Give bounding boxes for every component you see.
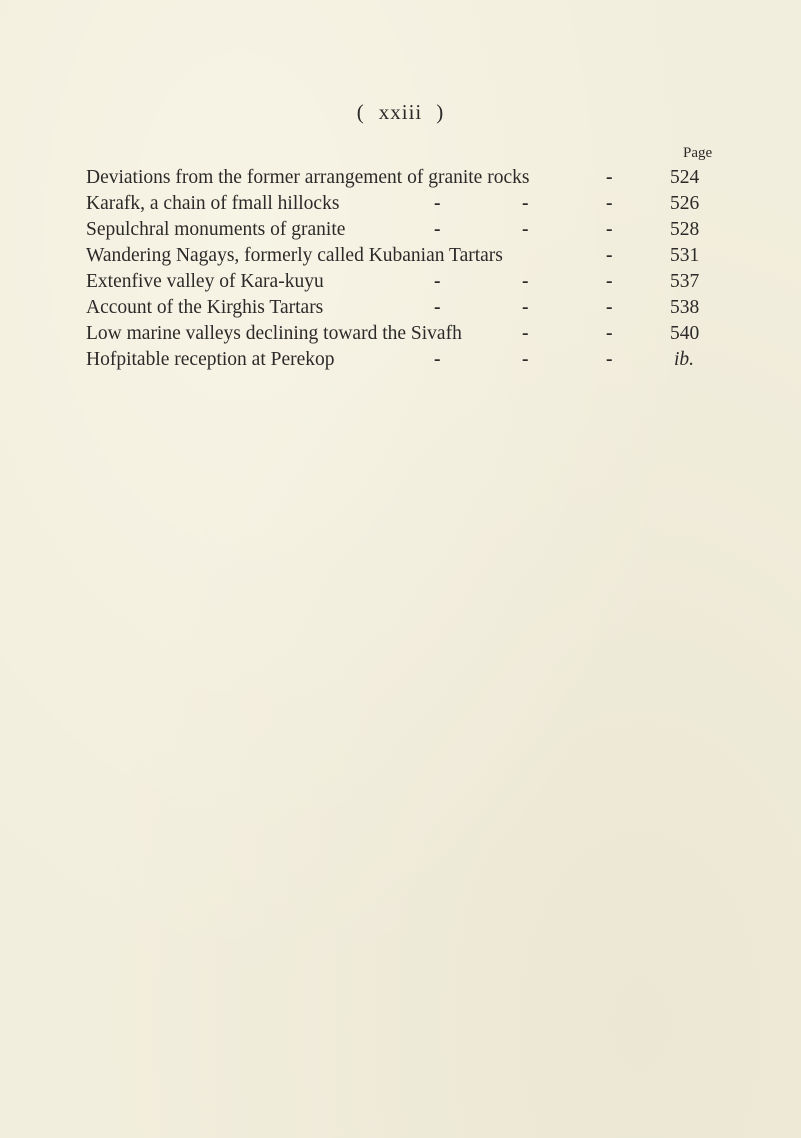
toc-entry-page: 538 [670, 297, 700, 318]
leader-dash: - [434, 193, 441, 214]
toc-entry [86, 295, 726, 321]
toc-entry-title: Sepulchral monuments of granite [86, 219, 346, 240]
leader-dash: - [606, 167, 613, 188]
toc-entry-page: 531 [670, 245, 700, 266]
toc-entry [86, 217, 726, 243]
toc-entry [86, 165, 726, 191]
toc-entry-page: 540 [670, 323, 700, 344]
open-paren: ( [356, 100, 365, 124]
toc-entry-title: Extenfive valley of Kara-kuyu [86, 271, 324, 292]
leader-dash: - [606, 349, 613, 370]
leader-dash: - [606, 245, 613, 266]
leader-dash: - [434, 271, 441, 292]
leader-dash: - [522, 323, 529, 344]
leader-dash: - [522, 219, 529, 240]
toc-entry [86, 321, 726, 347]
page-column-header: Page [683, 145, 713, 161]
leader-dash: - [522, 297, 529, 318]
toc-entry [86, 191, 726, 217]
leader-dash: - [606, 219, 613, 240]
page-number-header [0, 100, 801, 125]
leader-dash: - [522, 193, 529, 214]
toc-entry-page: 537 [670, 271, 700, 292]
toc-entry-title: Low marine valleys declining toward the Sivafh [86, 323, 462, 344]
toc-entry-page: 526 [670, 193, 700, 214]
toc-entry-page: ib. [674, 349, 695, 370]
toc-entry-page: 524 [670, 167, 700, 188]
toc-entry-title: Hofpitable reception at Perekop [86, 349, 335, 370]
toc-entry [86, 243, 726, 269]
leader-dash: - [522, 271, 529, 292]
close-paren: ) [436, 100, 445, 124]
toc-entry-page: 528 [670, 219, 700, 240]
toc-entry-title: Account of the Kirghis Tartars [86, 297, 324, 318]
roman-numeral: xxiii [378, 100, 423, 124]
leader-dash: - [606, 271, 613, 292]
leader-dash: - [606, 323, 613, 344]
leader-dash: - [606, 193, 613, 214]
toc-entry-title: Deviations from the former arrangement of granite rocks [86, 167, 530, 188]
toc-entry-title: Wandering Nagays, formerly called Kubanian Tartars [86, 245, 503, 266]
toc-entry [86, 269, 726, 295]
leader-dash: - [434, 349, 441, 370]
leader-dash: - [434, 297, 441, 318]
leader-dash: - [606, 297, 613, 318]
leader-dash: - [434, 219, 441, 240]
leader-dash: - [522, 349, 529, 370]
toc-entry [86, 347, 726, 373]
toc-entry-title: Karafk, a chain of fmall hillocks [86, 193, 340, 214]
